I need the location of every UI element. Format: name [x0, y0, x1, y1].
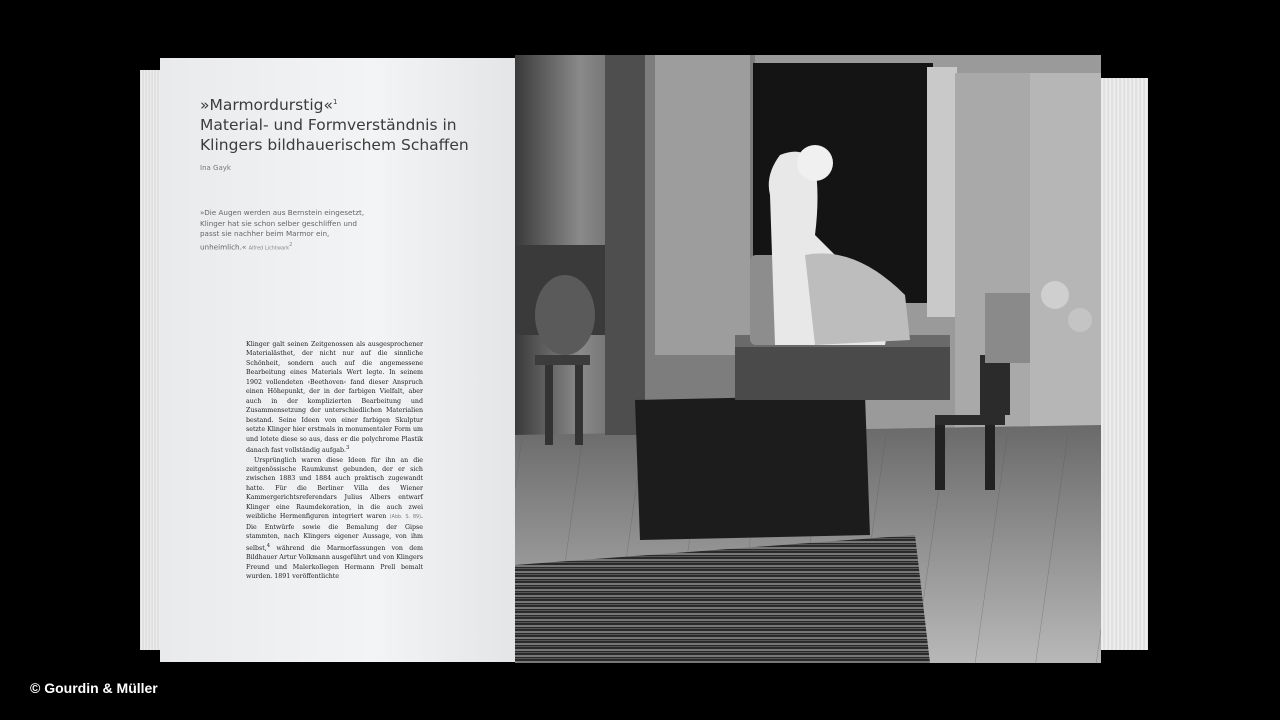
paragraph-1: Klinger galt seinen Zeitgenossen als ausgesprochener Materialästhet, der nicht nur auf die sinnliche Schönheit, sondern auch auf die angemessene Bearbeitung eines Materials Wert legte. In seinem 1902 vollendeten ›Beethoven‹ fand dieser Anspruch einen Höhepunkt, der in der farbigen Vielfalt, aber auch in der komplizierten Bearbeitung und Zusammensetzung der unterschiedlichen Materialien bestand. Seine Ideen von einer farbigen Skulptur setzte Klinger hier erstmals in monumentaler Form um und lotete diese so aus, dass er die polychrome Plastik danach fast vollständig aufgab.$^3$: [246, 341, 423, 455]
author-name: Ina Gayk: [200, 164, 231, 172]
body-text: [246, 340, 423, 582]
chapter-title: [200, 92, 500, 155]
studio-photograph: [515, 55, 1101, 663]
title-line-3: Klingers bildhauerischem Schaffen: [200, 136, 469, 155]
paragraph-2: Ursprünglich waren diese Ideen für ihn an die zeitgenössische Raumkunst gebunden, der er sich zwischen 1883 und 1884 auch praktisch zugewandt hatte. Für die Berliner Villa des Wiener Kammergerichtsreferendars Julius Albers entwarf Klinger eine Raumdekoration, in die auch zwei weibliche Hermenfiguren integriert waren (Abb. S. 89). Die Entwürfe sowie die Bemalung der Gipse stammten, nach Klingers eigener Aussage, von ihm selbst,$^4$ während die Marmorfassungen von dem Bildhauer Artur Volkmann ausgeführt und von Klingers Freund und Malerkollegen Hermann Prell bemalt wurden. 1891 veröffentlichte: [246, 456, 423, 581]
title-line-2: Material- und Formverständnis in: [200, 116, 457, 135]
photo-credit: © Gourdin & Müller: [30, 680, 158, 696]
epigraph-quote: [200, 208, 370, 253]
title-footnote: 1: [332, 98, 338, 106]
quote-text: »Die Augen werden aus Bernstein eingesetzt, Klinger hat sie schon selber geschliffen und passt sie nachher beim Marmor ein, unheimlich.«: [200, 208, 365, 251]
footnote-4: 4: [266, 542, 271, 549]
figure-reference: (Abb. S. 89): [389, 515, 421, 521]
title-line-1: »Marmordurstig«: [200, 96, 333, 115]
left-page: [160, 58, 516, 662]
quote-source: Alfred Lichtwark: [248, 244, 290, 251]
quote-footnote: 2: [289, 241, 293, 248]
page-stack-right: [1098, 78, 1148, 650]
footnote-3: 3: [346, 444, 350, 451]
